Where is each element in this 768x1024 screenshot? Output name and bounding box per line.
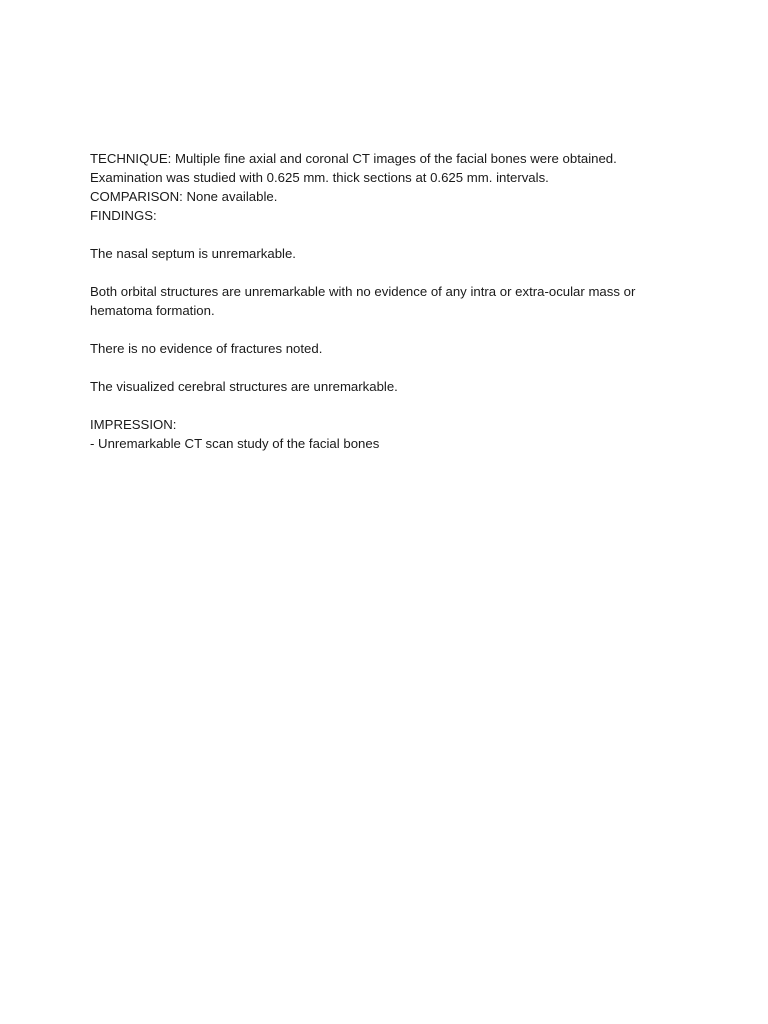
technique-line-1: TECHNIQUE: Multiple fine axial and coronal CT images of the facial bones were obtained. (90, 151, 617, 166)
finding-orbital-line-2: hematoma formation. (90, 303, 215, 318)
paragraph-spacer (90, 396, 690, 415)
finding-cerebral: The visualized cerebral structures are unremarkable. (90, 379, 398, 394)
radiology-report (90, 149, 690, 453)
finding-orbital-line-1: Both orbital structures are unremarkable with no evidence of any intra or extra-ocular mass or (90, 284, 636, 299)
findings-heading: FINDINGS: (90, 208, 157, 223)
comparison-line: COMPARISON: None available. (90, 189, 278, 204)
impression-item: - Unremarkable CT scan study of the facial bones (90, 436, 380, 451)
impression-heading: IMPRESSION: (90, 417, 177, 432)
technique-line-2: Examination was studied with 0.625 mm. thick sections at 0.625 mm. intervals. (90, 170, 549, 185)
paragraph-spacer (90, 225, 690, 244)
paragraph-spacer (90, 320, 690, 339)
finding-fractures: There is no evidence of fractures noted. (90, 341, 323, 356)
finding-nasal-septum: The nasal septum is unremarkable. (90, 246, 296, 261)
paragraph-spacer (90, 358, 690, 377)
paragraph-spacer (90, 263, 690, 282)
